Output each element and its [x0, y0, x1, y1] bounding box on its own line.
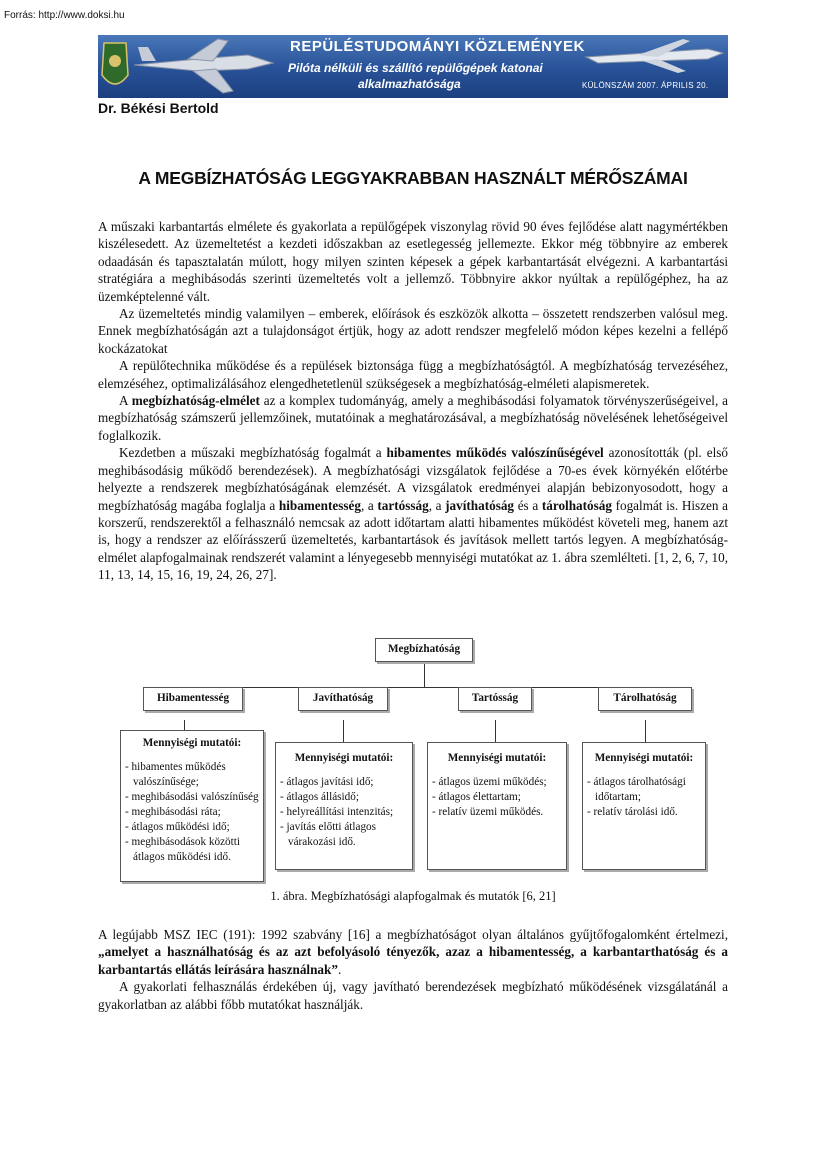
metrics-list	[280, 775, 408, 850]
text-run: Kezdetben a műszaki megbízhatóság fogalmát a	[119, 445, 387, 461]
paragraph-6	[98, 926, 728, 978]
figure-1-diagram	[98, 632, 728, 907]
term-repairability: javíthatóság	[445, 497, 515, 513]
connector-line	[424, 662, 425, 687]
body-text-1	[98, 218, 728, 584]
term-storability: tárolhatóság	[541, 497, 612, 513]
emblem-star-icon	[109, 55, 121, 67]
metrics-box-tarolhatosag	[582, 742, 706, 870]
term-reliability-theory: megbízhatóság-elmélet	[131, 393, 260, 409]
text-run: az a komplex tudományág, amely a meghibásodási folyamatok törvényszerűségeivel, a megbízhatóság számszerű jellemzőinek, mutatóinak a meghatározásával, a megbízhatóság növelésének lehetőségeivel foglalkozik.	[98, 393, 728, 443]
banner-title: REPÜLÉSTUDOMÁNYI KÖZLEMÉNYEK	[290, 38, 585, 55]
metric-item: - átlagos tárolhatósági időtartam;	[587, 776, 686, 803]
metrics-header: Mennyiségi mutatói:	[594, 752, 694, 764]
metric-item: - hibamentes működés valószínűsége;	[125, 761, 226, 788]
metric-item: - átlagos üzemi működés;	[432, 776, 547, 788]
banner-subtitle-1: Pilóta nélküli és szállító repülőgépek katonai	[288, 61, 543, 75]
metrics-box-hibamentesseg	[120, 730, 264, 882]
metric-item: - átlagos működési idő;	[125, 821, 230, 833]
metrics-header: Mennyiségi mutatói:	[294, 752, 394, 764]
root-concept-box: Megbízhatóság	[375, 638, 473, 662]
branch-tarolhatosag: Tárolhatóság	[598, 687, 692, 711]
banner-issue: KÜLÖNSZÁM 2007. ÁPRILIS 20.	[582, 81, 709, 90]
journal-banner	[98, 35, 728, 98]
metrics-list	[125, 760, 259, 865]
branch-tartossag: Tartósság	[458, 687, 532, 711]
connector-line	[343, 720, 344, 742]
paragraph-5	[98, 444, 728, 583]
metrics-header: Mennyiségi mutatói:	[447, 752, 547, 764]
text-run: és a	[514, 497, 542, 513]
text-run: fogalmát is. Hiszen a korszerű, rendszerektől a felhasználó nemcsak az adott időtartam alatti hibamentes működést követeli meg, hanem azt is, hogy a rendszer az előírásszerű üzemeltetés, karbantartások és javítások mellett tartós legyen. A megbízhatóság-elmélet alapfogalmainak rendszerét valamint a lényegesebb mennyiségi mutatókat az 1. ábra szemlélteti. [1, 2, 6, 7, 10, 11, 13, 14, 15, 16, 19, 24, 26, 27].	[98, 497, 728, 583]
branch-javithatosag: Javíthatóság	[298, 687, 388, 711]
term-durability: tartósság	[377, 497, 429, 513]
source-note: Forrás: http://www.doksi.hu	[4, 10, 125, 21]
author: Dr. Békési Bertold	[98, 100, 219, 116]
metric-item: - javítás előtti átlagos várakozási idő.	[280, 821, 377, 848]
metrics-list	[587, 775, 701, 820]
text-run: .	[337, 961, 342, 977]
connector-line	[495, 720, 496, 742]
branch-hibamentesseg: Hibamentesség	[143, 687, 243, 711]
metric-item: - helyreállítási intenzitás;	[280, 806, 394, 818]
metric-item: - relatív üzemi működés.	[432, 806, 544, 818]
metrics-header: Mennyiségi mutatói:	[142, 737, 242, 749]
paragraph-7: A gyakorlati felhasználás érdekében új, vagy javítható berendezések megbízható működésének vizsgálatánál a gyakorlatban az alábbi főbb mutatókat használják.	[98, 979, 728, 1012]
connector-line	[184, 720, 185, 730]
term-failure-free-probability: hibamentes működés valószínűségével	[386, 445, 604, 461]
paragraph-1: A műszaki karbantartás elmélete és gyakorlata a repülőgépek viszonylag rövid 90 éves fejlődése alatt nagymértékben kiszélesedett. Az üzemeltetést a kezdeti időszakban az esetlegesség jellemezte. Ekkor még többnyire az emberek odaadásán és tapasztalatán múlott, hogy milyen szinten képesek a gépek karbantartását elvégezni. A karbantartási stratégiára a meghibásodás szerinti üzemeltetés volt a jellemző. Többnyire akkor nyúltak a repülőgéphez, ha az üzemképtelenné vált.	[98, 219, 728, 304]
text-run: , a	[428, 497, 446, 513]
text-run: A	[119, 393, 132, 409]
metric-item: - relatív tárolási idő.	[587, 806, 678, 818]
metric-item: - átlagos állásidő;	[280, 791, 359, 803]
metrics-box-javithatosag	[275, 742, 413, 870]
paragraph-3: A repülőtechnika működése és a repülések biztonsága függ a megbízhatóságtól. A megbízhatóság tervezéséhez, elemzéséhez, optimalizálásához elengedhetetlenül szükségesek a megbízhatóság-elméleti alapismeretek.	[98, 358, 728, 391]
paragraph-4	[98, 392, 728, 444]
connector-line	[645, 720, 646, 742]
metrics-box-tartossag	[427, 742, 567, 870]
metric-item: - meghibásodási ráta;	[125, 806, 221, 818]
paragraph-2: Az üzemeltetés mindig valamilyen – emberek, előírások és eszközök alkotta – összetett rendszerben valósul meg. Ennek megbízhatóságán azt a tulajdonságot értjük, hogy az adott rendszer megfelelő módon képes kezelni a fellépő kockázatokat	[98, 306, 728, 356]
metric-item: - meghibásodási valószínűség	[125, 791, 259, 803]
text-run: , a	[360, 497, 378, 513]
text-run: azonosították (pl. első meghibásodásig működő berendezések). A megbízhatósági vizsgálatok fejlődése a 70-es évek környékén előtérbe helyezte a rendszerek megbízhatóságának elemzését. A vizsgálatok eredményei alapján bebizonyosodott, hogy a megbízhatóság magába foglalja a	[98, 445, 728, 513]
metric-item: - meghibásodások közötti átlagos működési idő.	[125, 836, 240, 863]
standard-definition-quote: „amelyet a használhatóság és az azt befolyásoló tényezők, azaz a hibamentesség, a karbantarthatóság és a karbantartás ellátás leírására használnak”	[98, 944, 728, 977]
metric-item: - átlagos javítási idő;	[280, 776, 374, 788]
term-failure-freeness: hibamentesség	[278, 497, 361, 513]
figure-caption: 1. ábra. Megbízhatósági alapfogalmak és mutatók [6, 21]	[270, 889, 556, 903]
paper-title: A MEGBÍZHATÓSÁG LEGGYAKRABBAN HASZNÁLT MÉRŐSZÁMAI	[138, 168, 688, 188]
banner-subtitle-2: alkalmazhatósága	[358, 77, 461, 91]
metric-item: - átlagos élettartam;	[432, 791, 521, 803]
metrics-list	[432, 775, 562, 820]
body-text-2	[98, 926, 728, 1013]
text-run: A legújabb MSZ IEC (191): 1992 szabvány [16] a megbízhatóságot olyan általános gyűjtőfogalomként értelmezi,	[98, 927, 728, 942]
